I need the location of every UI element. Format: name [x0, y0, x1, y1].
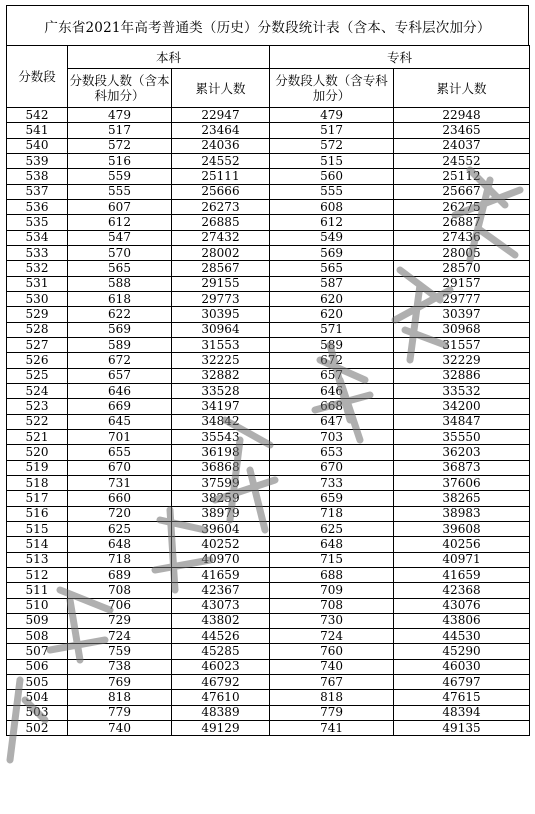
benke-count-cell: 565	[68, 261, 172, 276]
benke-count-cell: 516	[68, 153, 172, 168]
benke-count-cell: 655	[68, 445, 172, 460]
benke-cumulative-cell: 41659	[172, 567, 270, 582]
benke-count-cell: 607	[68, 199, 172, 214]
benke-cumulative-cell: 35543	[172, 429, 270, 444]
benke-count-cell: 769	[68, 675, 172, 690]
score-cell: 512	[7, 567, 68, 582]
table-row	[7, 552, 530, 567]
benke-cumulative-cell: 27432	[172, 230, 270, 245]
zhuanke-count-cell: 670	[270, 460, 394, 475]
zhuanke-count-cell: 740	[270, 659, 394, 674]
zhuanke-cumulative-cell: 30968	[394, 322, 530, 337]
zhuanke-cumulative-cell: 46030	[394, 659, 530, 674]
zhuanke-count-cell: 657	[270, 368, 394, 383]
zhuanke-cumulative-cell: 40256	[394, 537, 530, 552]
benke-cumulative-cell: 46023	[172, 659, 270, 674]
benke-cumulative-cell: 37599	[172, 475, 270, 490]
score-cell: 515	[7, 521, 68, 536]
benke-count-cell: 669	[68, 399, 172, 414]
score-cell: 517	[7, 491, 68, 506]
benke-count-cell: 657	[68, 368, 172, 383]
benke-cumulative-cell: 36868	[172, 460, 270, 475]
score-cell: 525	[7, 368, 68, 383]
score-cell: 506	[7, 659, 68, 674]
zhuanke-count-cell: 569	[270, 245, 394, 260]
zhuanke-cumulative-cell: 31557	[394, 337, 530, 352]
zhuanke-cumulative-cell: 34847	[394, 414, 530, 429]
benke-count-cell: 646	[68, 383, 172, 398]
benke-cumulative-cell: 46792	[172, 675, 270, 690]
zhuanke-cumulative-cell: 33532	[394, 383, 530, 398]
zhuanke-cumulative-cell: 28570	[394, 261, 530, 276]
table-row	[7, 445, 530, 460]
zhuanke-cumulative-cell: 39608	[394, 521, 530, 536]
benke-count-cell: 689	[68, 567, 172, 582]
benke-count-cell: 479	[68, 108, 172, 123]
zhuanke-count-cell: 620	[270, 291, 394, 306]
zhuanke-cumulative-cell: 30397	[394, 307, 530, 322]
table-body	[7, 108, 530, 736]
benke-count-cell: 720	[68, 506, 172, 521]
zhuanke-cumulative-cell: 32229	[394, 353, 530, 368]
score-cell: 508	[7, 629, 68, 644]
zhuanke-cumulative-cell: 25667	[394, 184, 530, 199]
benke-cumulative-cell: 29773	[172, 291, 270, 306]
zhuanke-cumulative-cell: 32886	[394, 368, 530, 383]
zhuanke-count-cell: 668	[270, 399, 394, 414]
score-cell: 535	[7, 215, 68, 230]
table-row	[7, 368, 530, 383]
zhuanke-count-cell: 515	[270, 153, 394, 168]
benke-cumulative-cell: 26885	[172, 215, 270, 230]
benke-cumulative-cell: 24552	[172, 153, 270, 168]
benke-cumulative-cell: 40970	[172, 552, 270, 567]
table-row	[7, 123, 530, 138]
benke-cumulative-cell: 44526	[172, 629, 270, 644]
benke-count-cell: 701	[68, 429, 172, 444]
score-cell: 513	[7, 552, 68, 567]
zhuanke-count-cell: 612	[270, 215, 394, 230]
zhuanke-cumulative-cell: 34200	[394, 399, 530, 414]
score-cell: 505	[7, 675, 68, 690]
score-cell: 540	[7, 138, 68, 153]
zhuanke-count-cell: 672	[270, 353, 394, 368]
score-cell: 504	[7, 690, 68, 705]
table-row	[7, 598, 530, 613]
table-row	[7, 460, 530, 475]
benke-count-cell: 572	[68, 138, 172, 153]
benke-cumulative-cell: 30395	[172, 307, 270, 322]
score-cell: 538	[7, 169, 68, 184]
table-row	[7, 337, 530, 352]
benke-cumulative-cell: 32882	[172, 368, 270, 383]
zhuanke-cumulative-cell: 43076	[394, 598, 530, 613]
benke-count-cell: 729	[68, 613, 172, 628]
benke-cumulative-cell: 32225	[172, 353, 270, 368]
table-row	[7, 613, 530, 628]
score-cell: 539	[7, 153, 68, 168]
zhuanke-cumulative-cell: 25112	[394, 169, 530, 184]
benke-cumulative-cell: 24036	[172, 138, 270, 153]
zhuanke-cumulative-cell: 28005	[394, 245, 530, 260]
table-row	[7, 659, 530, 674]
zhuanke-cumulative-cell: 49135	[394, 721, 530, 736]
score-cell: 521	[7, 429, 68, 444]
score-cell: 527	[7, 337, 68, 352]
benke-cumulative-cell: 38259	[172, 491, 270, 506]
zhuanke-count-cell: 760	[270, 644, 394, 659]
zhuanke-count-cell: 565	[270, 261, 394, 276]
table-row	[7, 199, 530, 214]
score-cell: 507	[7, 644, 68, 659]
score-cell: 503	[7, 705, 68, 720]
benke-count-cell: 672	[68, 353, 172, 368]
table-row	[7, 108, 530, 123]
benke-count-cell: 660	[68, 491, 172, 506]
benke-count-cell: 589	[68, 337, 172, 352]
benke-count-cell: 618	[68, 291, 172, 306]
table-row	[7, 261, 530, 276]
zhuanke-count-cell: 715	[270, 552, 394, 567]
zhuanke-count-cell: 733	[270, 475, 394, 490]
zhuanke-count-cell: 560	[270, 169, 394, 184]
score-cell: 518	[7, 475, 68, 490]
zhuanke-count-cell: 647	[270, 414, 394, 429]
score-cell: 522	[7, 414, 68, 429]
benke-cumulative-header: 累计人数	[172, 69, 270, 108]
zhuanke-cumulative-cell: 42368	[394, 583, 530, 598]
table-row	[7, 521, 530, 536]
benke-count-cell: 738	[68, 659, 172, 674]
benke-count-cell: 818	[68, 690, 172, 705]
benke-count-cell: 588	[68, 276, 172, 291]
score-cell: 528	[7, 322, 68, 337]
benke-count-cell: 559	[68, 169, 172, 184]
zhuanke-count-cell: 589	[270, 337, 394, 352]
score-cell: 502	[7, 721, 68, 736]
zhuanke-cumulative-cell: 23465	[394, 123, 530, 138]
score-cell: 529	[7, 307, 68, 322]
zhuanke-cumulative-header: 累计人数	[394, 69, 530, 108]
table-row	[7, 184, 530, 199]
score-cell: 523	[7, 399, 68, 414]
table-row	[7, 291, 530, 306]
zhuanke-cumulative-cell: 43806	[394, 613, 530, 628]
benke-count-header: 分数段人数（含本科加分）	[68, 69, 172, 108]
zhuanke-cumulative-cell: 41659	[394, 567, 530, 582]
zhuanke-cumulative-cell: 38265	[394, 491, 530, 506]
table-row	[7, 383, 530, 398]
score-cell: 532	[7, 261, 68, 276]
table-row	[7, 629, 530, 644]
zhuanke-cumulative-cell: 35550	[394, 429, 530, 444]
table-row	[7, 322, 530, 337]
zhuanke-cumulative-cell: 46797	[394, 675, 530, 690]
zhuanke-cumulative-cell: 26887	[394, 215, 530, 230]
zhuanke-count-cell: 571	[270, 322, 394, 337]
score-cell: 533	[7, 245, 68, 260]
zhuanke-cumulative-cell: 29157	[394, 276, 530, 291]
benke-cumulative-cell: 42367	[172, 583, 270, 598]
table-row	[7, 230, 530, 245]
zhuanke-count-cell: 625	[270, 521, 394, 536]
score-cell: 526	[7, 353, 68, 368]
zhuanke-count-header: 分数段人数（含专科加分）	[270, 69, 394, 108]
zhuanke-count-cell: 767	[270, 675, 394, 690]
table-row	[7, 414, 530, 429]
score-cell: 519	[7, 460, 68, 475]
benke-cumulative-cell: 47610	[172, 690, 270, 705]
table-row	[7, 491, 530, 506]
zhuanke-count-cell: 648	[270, 537, 394, 552]
table-row	[7, 675, 530, 690]
zhuanke-count-cell: 724	[270, 629, 394, 644]
zhuanke-count-cell: 708	[270, 598, 394, 613]
zhuanke-count-cell: 659	[270, 491, 394, 506]
zhuanke-cumulative-cell: 36873	[394, 460, 530, 475]
zhuanke-cumulative-cell: 48394	[394, 705, 530, 720]
table-row	[7, 399, 530, 414]
benke-count-cell: 622	[68, 307, 172, 322]
benke-cumulative-cell: 36198	[172, 445, 270, 460]
benke-cumulative-cell: 34197	[172, 399, 270, 414]
benke-cumulative-cell: 43073	[172, 598, 270, 613]
benke-cumulative-cell: 22947	[172, 108, 270, 123]
table-row	[7, 475, 530, 490]
zhuanke-count-cell: 653	[270, 445, 394, 460]
benke-count-cell: 708	[68, 583, 172, 598]
table-title: 广东省2021年高考普通类（历史）分数段统计表（含本、专科层次加分）	[6, 5, 529, 45]
benke-cumulative-cell: 39604	[172, 521, 270, 536]
score-cell: 534	[7, 230, 68, 245]
benke-cumulative-cell: 28567	[172, 261, 270, 276]
score-cell: 536	[7, 199, 68, 214]
zhuanke-count-cell: 730	[270, 613, 394, 628]
table-row	[7, 537, 530, 552]
benke-cumulative-cell: 34842	[172, 414, 270, 429]
benke-cumulative-cell: 43802	[172, 613, 270, 628]
zhuanke-cumulative-cell: 47615	[394, 690, 530, 705]
zhuanke-count-cell: 608	[270, 199, 394, 214]
score-cell: 530	[7, 291, 68, 306]
zhuanke-count-cell: 646	[270, 383, 394, 398]
benke-cumulative-cell: 25666	[172, 184, 270, 199]
score-column-header: 分数段	[7, 46, 68, 108]
benke-count-cell: 645	[68, 414, 172, 429]
benke-count-cell: 759	[68, 644, 172, 659]
score-cell: 524	[7, 383, 68, 398]
benke-count-cell: 555	[68, 184, 172, 199]
zhuanke-cumulative-cell: 40971	[394, 552, 530, 567]
zhuanke-group-header: 专科	[270, 46, 530, 69]
table-row	[7, 506, 530, 521]
zhuanke-count-cell: 620	[270, 307, 394, 322]
score-cell: 516	[7, 506, 68, 521]
benke-group-header: 本科	[68, 46, 270, 69]
benke-count-cell: 612	[68, 215, 172, 230]
table-row	[7, 215, 530, 230]
benke-count-cell: 648	[68, 537, 172, 552]
benke-count-cell: 724	[68, 629, 172, 644]
table-row	[7, 245, 530, 260]
zhuanke-cumulative-cell: 36203	[394, 445, 530, 460]
zhuanke-count-cell: 741	[270, 721, 394, 736]
zhuanke-cumulative-cell: 44530	[394, 629, 530, 644]
benke-cumulative-cell: 30964	[172, 322, 270, 337]
score-cell: 542	[7, 108, 68, 123]
score-cell: 514	[7, 537, 68, 552]
table-row	[7, 644, 530, 659]
score-cell: 511	[7, 583, 68, 598]
zhuanke-cumulative-cell: 26275	[394, 199, 530, 214]
benke-cumulative-cell: 23464	[172, 123, 270, 138]
zhuanke-count-cell: 517	[270, 123, 394, 138]
score-table-sheet	[6, 5, 529, 810]
benke-cumulative-cell: 29155	[172, 276, 270, 291]
benke-cumulative-cell: 31553	[172, 337, 270, 352]
zhuanke-cumulative-cell: 29777	[394, 291, 530, 306]
benke-count-cell: 569	[68, 322, 172, 337]
benke-cumulative-cell: 38979	[172, 506, 270, 521]
score-cell: 537	[7, 184, 68, 199]
zhuanke-count-cell: 572	[270, 138, 394, 153]
benke-cumulative-cell: 26273	[172, 199, 270, 214]
zhuanke-cumulative-cell: 45290	[394, 644, 530, 659]
zhuanke-cumulative-cell: 24552	[394, 153, 530, 168]
zhuanke-count-cell: 587	[270, 276, 394, 291]
benke-cumulative-cell: 49129	[172, 721, 270, 736]
zhuanke-count-cell: 709	[270, 583, 394, 598]
benke-count-cell: 625	[68, 521, 172, 536]
score-cell: 509	[7, 613, 68, 628]
benke-cumulative-cell: 25111	[172, 169, 270, 184]
zhuanke-count-cell: 818	[270, 690, 394, 705]
zhuanke-count-cell: 718	[270, 506, 394, 521]
zhuanke-count-cell: 479	[270, 108, 394, 123]
zhuanke-count-cell: 549	[270, 230, 394, 245]
benke-cumulative-cell: 28002	[172, 245, 270, 260]
score-cell: 541	[7, 123, 68, 138]
benke-count-cell: 740	[68, 721, 172, 736]
table-row	[7, 705, 530, 720]
zhuanke-cumulative-cell: 27436	[394, 230, 530, 245]
table-row	[7, 307, 530, 322]
table-row	[7, 721, 530, 736]
benke-count-cell: 706	[68, 598, 172, 613]
table-row	[7, 567, 530, 582]
benke-cumulative-cell: 40252	[172, 537, 270, 552]
table-row	[7, 690, 530, 705]
benke-count-cell: 670	[68, 460, 172, 475]
benke-count-cell: 779	[68, 705, 172, 720]
table-row	[7, 153, 530, 168]
benke-cumulative-cell: 48389	[172, 705, 270, 720]
score-distribution-table	[6, 45, 530, 736]
benke-cumulative-cell: 45285	[172, 644, 270, 659]
zhuanke-cumulative-cell: 24037	[394, 138, 530, 153]
table-row	[7, 169, 530, 184]
zhuanke-count-cell: 703	[270, 429, 394, 444]
benke-count-cell: 570	[68, 245, 172, 260]
table-row	[7, 583, 530, 598]
score-cell: 520	[7, 445, 68, 460]
benke-count-cell: 517	[68, 123, 172, 138]
benke-count-cell: 731	[68, 475, 172, 490]
score-cell: 510	[7, 598, 68, 613]
zhuanke-cumulative-cell: 22948	[394, 108, 530, 123]
zhuanke-cumulative-cell: 38983	[394, 506, 530, 521]
table-row	[7, 276, 530, 291]
zhuanke-count-cell: 688	[270, 567, 394, 582]
zhuanke-cumulative-cell: 37606	[394, 475, 530, 490]
benke-count-cell: 547	[68, 230, 172, 245]
zhuanke-count-cell: 779	[270, 705, 394, 720]
benke-count-cell: 718	[68, 552, 172, 567]
benke-cumulative-cell: 33528	[172, 383, 270, 398]
table-row	[7, 138, 530, 153]
table-row	[7, 429, 530, 444]
zhuanke-count-cell: 555	[270, 184, 394, 199]
table-row	[7, 353, 530, 368]
score-cell: 531	[7, 276, 68, 291]
